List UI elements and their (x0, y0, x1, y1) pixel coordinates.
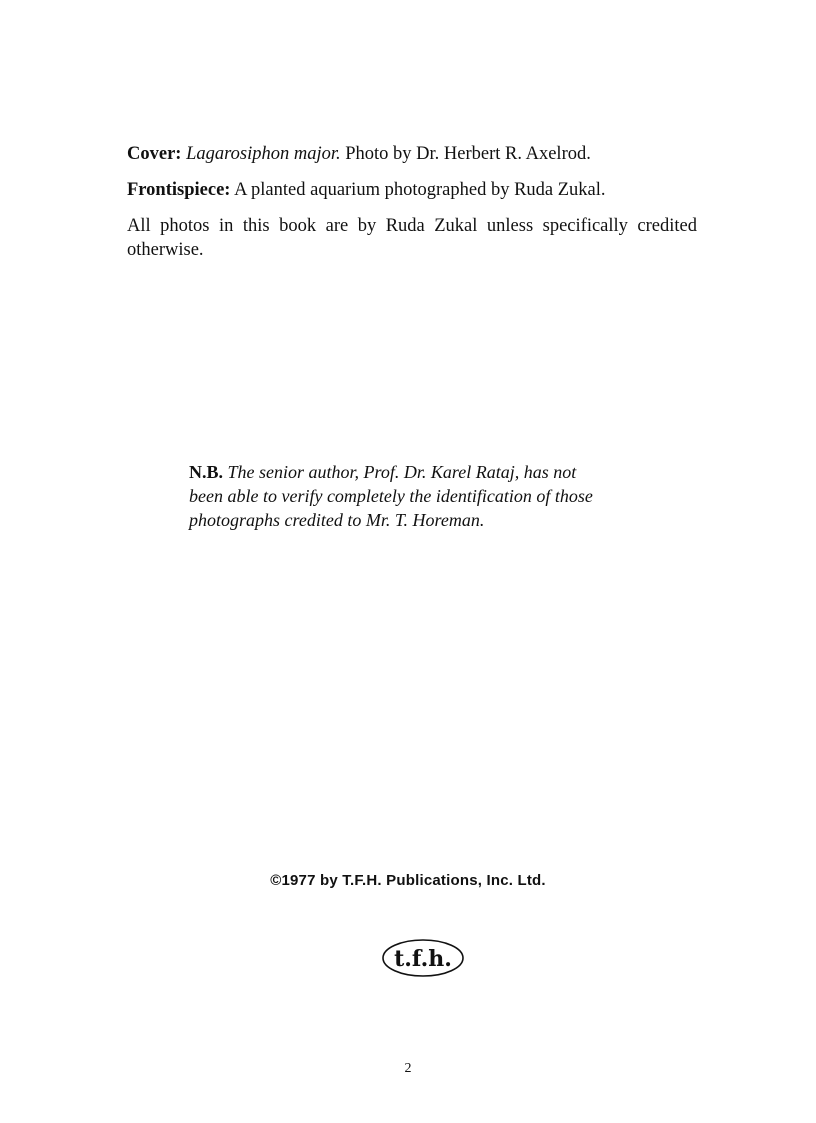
photo-credits (127, 142, 697, 274)
tfh-logo (381, 937, 465, 979)
copyright-line: ©1977 by T.F.H. Publications, Inc. Ltd. (270, 872, 546, 889)
frontispiece-credit (127, 178, 697, 202)
cover-credit (127, 142, 697, 166)
logo-text: t.f.h. (394, 946, 452, 972)
cover-credit-text: Photo by Dr. Herbert R. Axelrod. (345, 144, 591, 164)
nb-label: N.B. (189, 462, 224, 482)
nb-text: The senior author, Prof. Dr. Karel Rataj, has not been able to verify completely the identification of those photographs credited to Mr. T. Horeman. (189, 462, 593, 530)
frontispiece-label: Frontispiece: (127, 180, 231, 200)
cover-species: Lagarosiphon major. (186, 144, 341, 164)
cover-label: Cover: (127, 144, 182, 164)
all-photos-credit: All photos in this book are by Ruda Zukal unless specifically credited otherwise. (127, 216, 697, 260)
frontispiece-credit-text: A planted aquarium photographed by Ruda Zukal. (234, 180, 606, 200)
nb-note (189, 460, 609, 532)
page-number: 2 (404, 1061, 412, 1076)
